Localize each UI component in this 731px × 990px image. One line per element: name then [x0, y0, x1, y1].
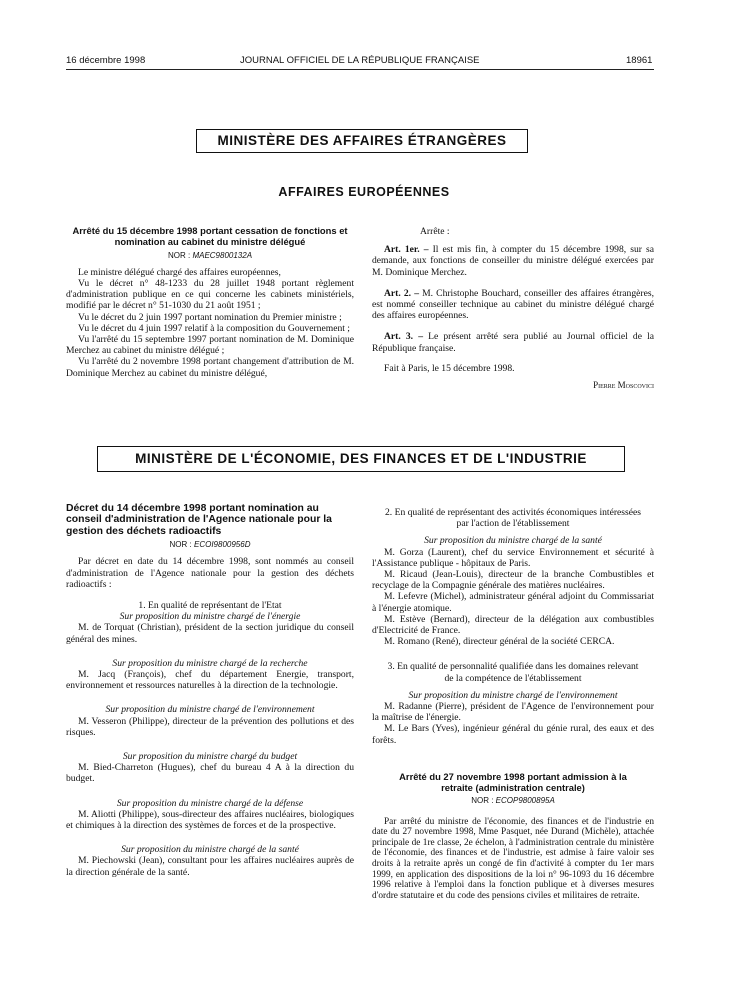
category-heading: 3. En qualité de personnalité qualifiée dans les domaines relevant de la compétence de l'établissement [387, 661, 639, 684]
nor-code: ECOI9800956D [193, 540, 251, 550]
proposal-heading: Sur proposition du ministre chargé de la santé [424, 535, 602, 547]
visa-text: Le ministre délégué chargé des affaires européennes, [78, 266, 281, 278]
done-at: Fait à Paris, le 15 décembre 1998. [384, 362, 515, 374]
section-title: AFFAIRES EUROPÉENNES [278, 185, 450, 199]
proposal-heading: Sur proposition du ministre chargé de l'environnement [105, 704, 315, 716]
appointee: M. Bied-Charreton (Hugues), chef du bureau 4 A à la direction du budget. [66, 762, 354, 785]
visa-text: Vu le décret du 4 juin 1997 relatif à la composition du Gouvernement ; [78, 322, 350, 334]
visa-text: Vu l'arrêté du 15 septembre 1997 portant nomination de M. Dominique Merchez au cabinet du ministre délégué ; [66, 334, 354, 357]
category-heading: 1. En qualité de représentant de l'Etat [138, 600, 282, 612]
header-page-number: 18961 [626, 55, 653, 66]
proposal-heading: Sur proposition du ministre chargé de la recherche [112, 657, 308, 669]
article-1: Art. 1er. – Il est mis fin, à compter du 15 décembre 1998, sur sa demande, aux fonctions de conseiller du ministre délégué exercées par M. Dominique Merchez. [372, 244, 654, 278]
decret-intro: Par décret en date du 14 décembre 1998, sont nommés au conseil d'administration de l'Agence nationale pour la gestion des déchets radioactifs : [66, 556, 354, 590]
decret-right-column [372, 507, 654, 901]
proposal-heading: Sur proposition du ministre chargé de la défense [116, 797, 304, 809]
ministry-title-box [97, 446, 625, 472]
header-journal-title: JOURNAL OFFICIEL DE LA RÉPUBLIQUE FRANÇAISE [240, 55, 480, 66]
appointee: M. Piechowski (Jean), consultant pour les affaires nucléaires auprès de la direction générale de la santé. [66, 855, 354, 878]
appointee: M. Aliotti (Philippe), sous-directeur des affaires nucléaires, biologiques et chimiques à la direction des systèmes de forces et de la prospective. [66, 808, 354, 832]
proposal-heading: Sur proposition du ministre chargé de l'environnement [408, 689, 618, 701]
decret-title: Décret du 14 décembre 1998 portant nomination au conseil d'administration de l'Agence nationale pour la gestion des déchets radioactifs [66, 503, 332, 537]
article-2: Art. 2. – M. Christophe Bouchard, conseiller des affaires étrangères, est nommé conseiller technique au cabinet du ministre délégué chargé des affaires européennes. [372, 287, 654, 322]
appointee: M. Estève (Bernard), directeur de la délégation aux combustibles d'Electricité de France. [372, 613, 654, 637]
proposal-heading: Sur proposition du ministre chargé de la santé [121, 844, 299, 856]
article-3: Art. 3. – Le présent arrêté sera publié au Journal officiel de la République française. [372, 331, 654, 354]
visa-text: Vu le décret du 2 juin 1997 portant nomination du Premier ministre ; [78, 311, 342, 323]
appointee: M. Romano (René), directeur général de la société CERCA. [384, 636, 615, 648]
nor-reference: NOR : MAEC9800132A [167, 250, 253, 260]
appointee: M. Le Bars (Yves), ingénieur général du génie rural, des eaux et des forêts. [372, 723, 654, 746]
nor-reference: NOR : ECOP9800895A [471, 796, 555, 806]
ministry-title: MINISTÈRE DES AFFAIRES ÉTRANGÈRES [217, 133, 507, 148]
arrete-left-column [66, 226, 354, 379]
proposal-heading: Sur proposition du ministre chargé de l'énergie [119, 611, 301, 623]
appointee: M. Lefevre (Michel), administrateur général adjoint du Commissariat à l'énergie atomique. [372, 591, 654, 614]
visa-text: Vu le décret n° 48-1233 du 28 juillet 1948 portant règlement d'administration publique en ce qui concerne les cabinets ministériels, modifié par le décret n° 51-1030 du 21 août 1951 ; [66, 278, 354, 312]
ministry-title-box [196, 129, 528, 153]
nor-code: MAEC9800132A [192, 250, 253, 260]
visa-text: Vu l'arrêté du 2 novembre 1998 portant changement d'attribution de M. Dominique Merchez au cabinet du ministre délégué, [66, 356, 354, 379]
nor-reference: NOR : ECOI9800956D [169, 540, 251, 550]
header-rule [66, 69, 654, 70]
appointee: M. Jacq (François), chef du département Energie, transport, environnement et ressources naturelles à la direction de la technologie. [66, 669, 354, 692]
decret-left-column [66, 503, 354, 878]
appointee: M. de Torquat (Christian), président de la section juridique du conseil général des mines. [66, 622, 354, 645]
arrete-label: Arrête : [420, 226, 450, 237]
arrete-right-column [372, 226, 654, 391]
nor-code: ECOP9800895A [495, 796, 555, 806]
ministry-title: MINISTÈRE DE L'ÉCONOMIE, DES FINANCES ET DE L'INDUSTRIE [135, 451, 587, 466]
proposal-heading: Sur proposition du ministre chargé du budget [122, 751, 298, 763]
appointee: M. Radanne (Pierre), président de l'Agence de l'environnement pour la maîtrise de l'énergie. [372, 701, 654, 724]
appointee: M. Ricaud (Jean-Louis), directeur de la branche Combustibles et recyclage de la Compagnie générale des matières nucléaires. [372, 569, 654, 592]
appointee: M. Gorza (Laurent), chef du service Environnement et sécurité à l'Assistance publique - hôpitaux de Paris. [372, 546, 654, 569]
header-date: 16 décembre 1998 [66, 55, 146, 66]
category-heading: 2. En qualité de représentant des activités économiques intéressées par l'action de l'établissement [384, 507, 641, 530]
signature: Pierre Moscovici [593, 380, 654, 391]
appointee: M. Vesseron (Philippe), directeur de la prévention des pollutions et des risques. [66, 715, 354, 738]
arrete-retraite-text: Par arrêté du ministre de l'économie, des finances et de l'industrie en date du 27 novembre 1998, Mme Pasquet, née Durand (Michèle), attachée principale de 1re classe, 2e échelon, à l'administration centrale du ministère de l'économie, des finances et de l'industrie, est admise à faire valoir ses droits à la retraite après un congé de fin d'activité à compter du 1er mars 1999, en application des dispositions de la loi n° 96-1093 du 16 décembre 1996 relative à l'emploi dans la fonction publique et à diverses mesures d'ordre statutaire et du code des pensions civiles et militaires de retraite. [372, 816, 654, 901]
arrete-retraite-title: Arrêté du 27 novembre 1998 portant admission à la retraite (administration centrale) [399, 770, 627, 793]
arrete-title: Arrêté du 15 décembre 1998 portant cessation de fonctions et nomination au cabinet du ministre délégué [72, 225, 348, 247]
